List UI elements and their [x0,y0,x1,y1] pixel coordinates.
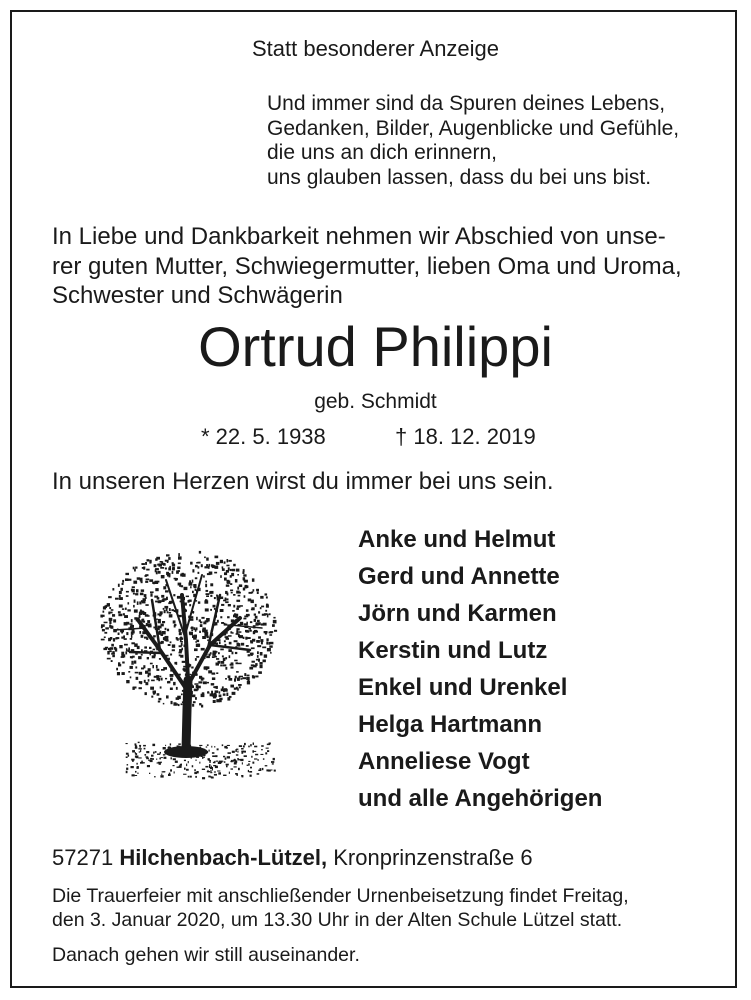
header-text: Statt besonderer Anzeige [251,36,500,61]
address [52,845,533,871]
intro-text [52,222,702,311]
intro-line: rer guten Mutter, Schwiegermutter, lieben Oma und Uroma, [52,252,682,280]
maiden-name: geb. Schmidt [314,390,437,413]
intro-line: In Liebe und Dankbarkeit nehmen wir Abschied von unse- [52,223,666,250]
death-date: † 18. 12. 2019 [395,424,536,449]
mourner-entry: und alle Angehörigen [358,785,603,812]
deceased-name: Ortrud Philippi [198,315,553,378]
mourner-entry: Gerd und Annette [358,563,560,590]
parting-line: Danach gehen wir still auseinander. [52,944,360,966]
poem-line: Gedanken, Bilder, Augenblicke und Gefühle, [267,116,680,140]
town: Hilchenbach-Lützel, [119,845,328,870]
poem [267,92,679,190]
mourner-entry: Anke und Helmut [358,526,556,553]
mourner-entry: Jörn und Karmen [358,600,557,627]
postal-code: 57271 [52,845,114,870]
street: Kronprinzenstraße 6 [333,845,533,870]
mourner-entry: Kerstin und Lutz [358,637,548,664]
service-line: den 3. Januar 2020, um 13.30 Uhr in der Alten Schule Lützel statt. [52,909,623,931]
service-info [52,884,629,932]
mourner-entry: Helga Hartmann [358,711,543,738]
service-line: Die Trauerfeier mit anschließender Urnenbeisetzung findet Freitag, [52,885,629,907]
closing-line: In unseren Herzen wirst du immer bei uns sein. [52,468,554,495]
birth-date: * 22. 5. 1938 [201,424,326,449]
intro-line: Schwester und Schwägerin [52,282,343,309]
poem-line: uns glauben lassen, dass du bei uns bist. [267,165,652,189]
mourner-entry: Enkel und Urenkel [358,674,568,701]
poem-line: die uns an dich erinnern, [267,141,497,164]
mourners-list [358,521,602,817]
poem-line: Und immer sind da Spuren deines Lebens, [267,92,666,115]
mourner-entry: Anneliese Vogt [358,748,530,775]
tree-icon [90,540,290,785]
